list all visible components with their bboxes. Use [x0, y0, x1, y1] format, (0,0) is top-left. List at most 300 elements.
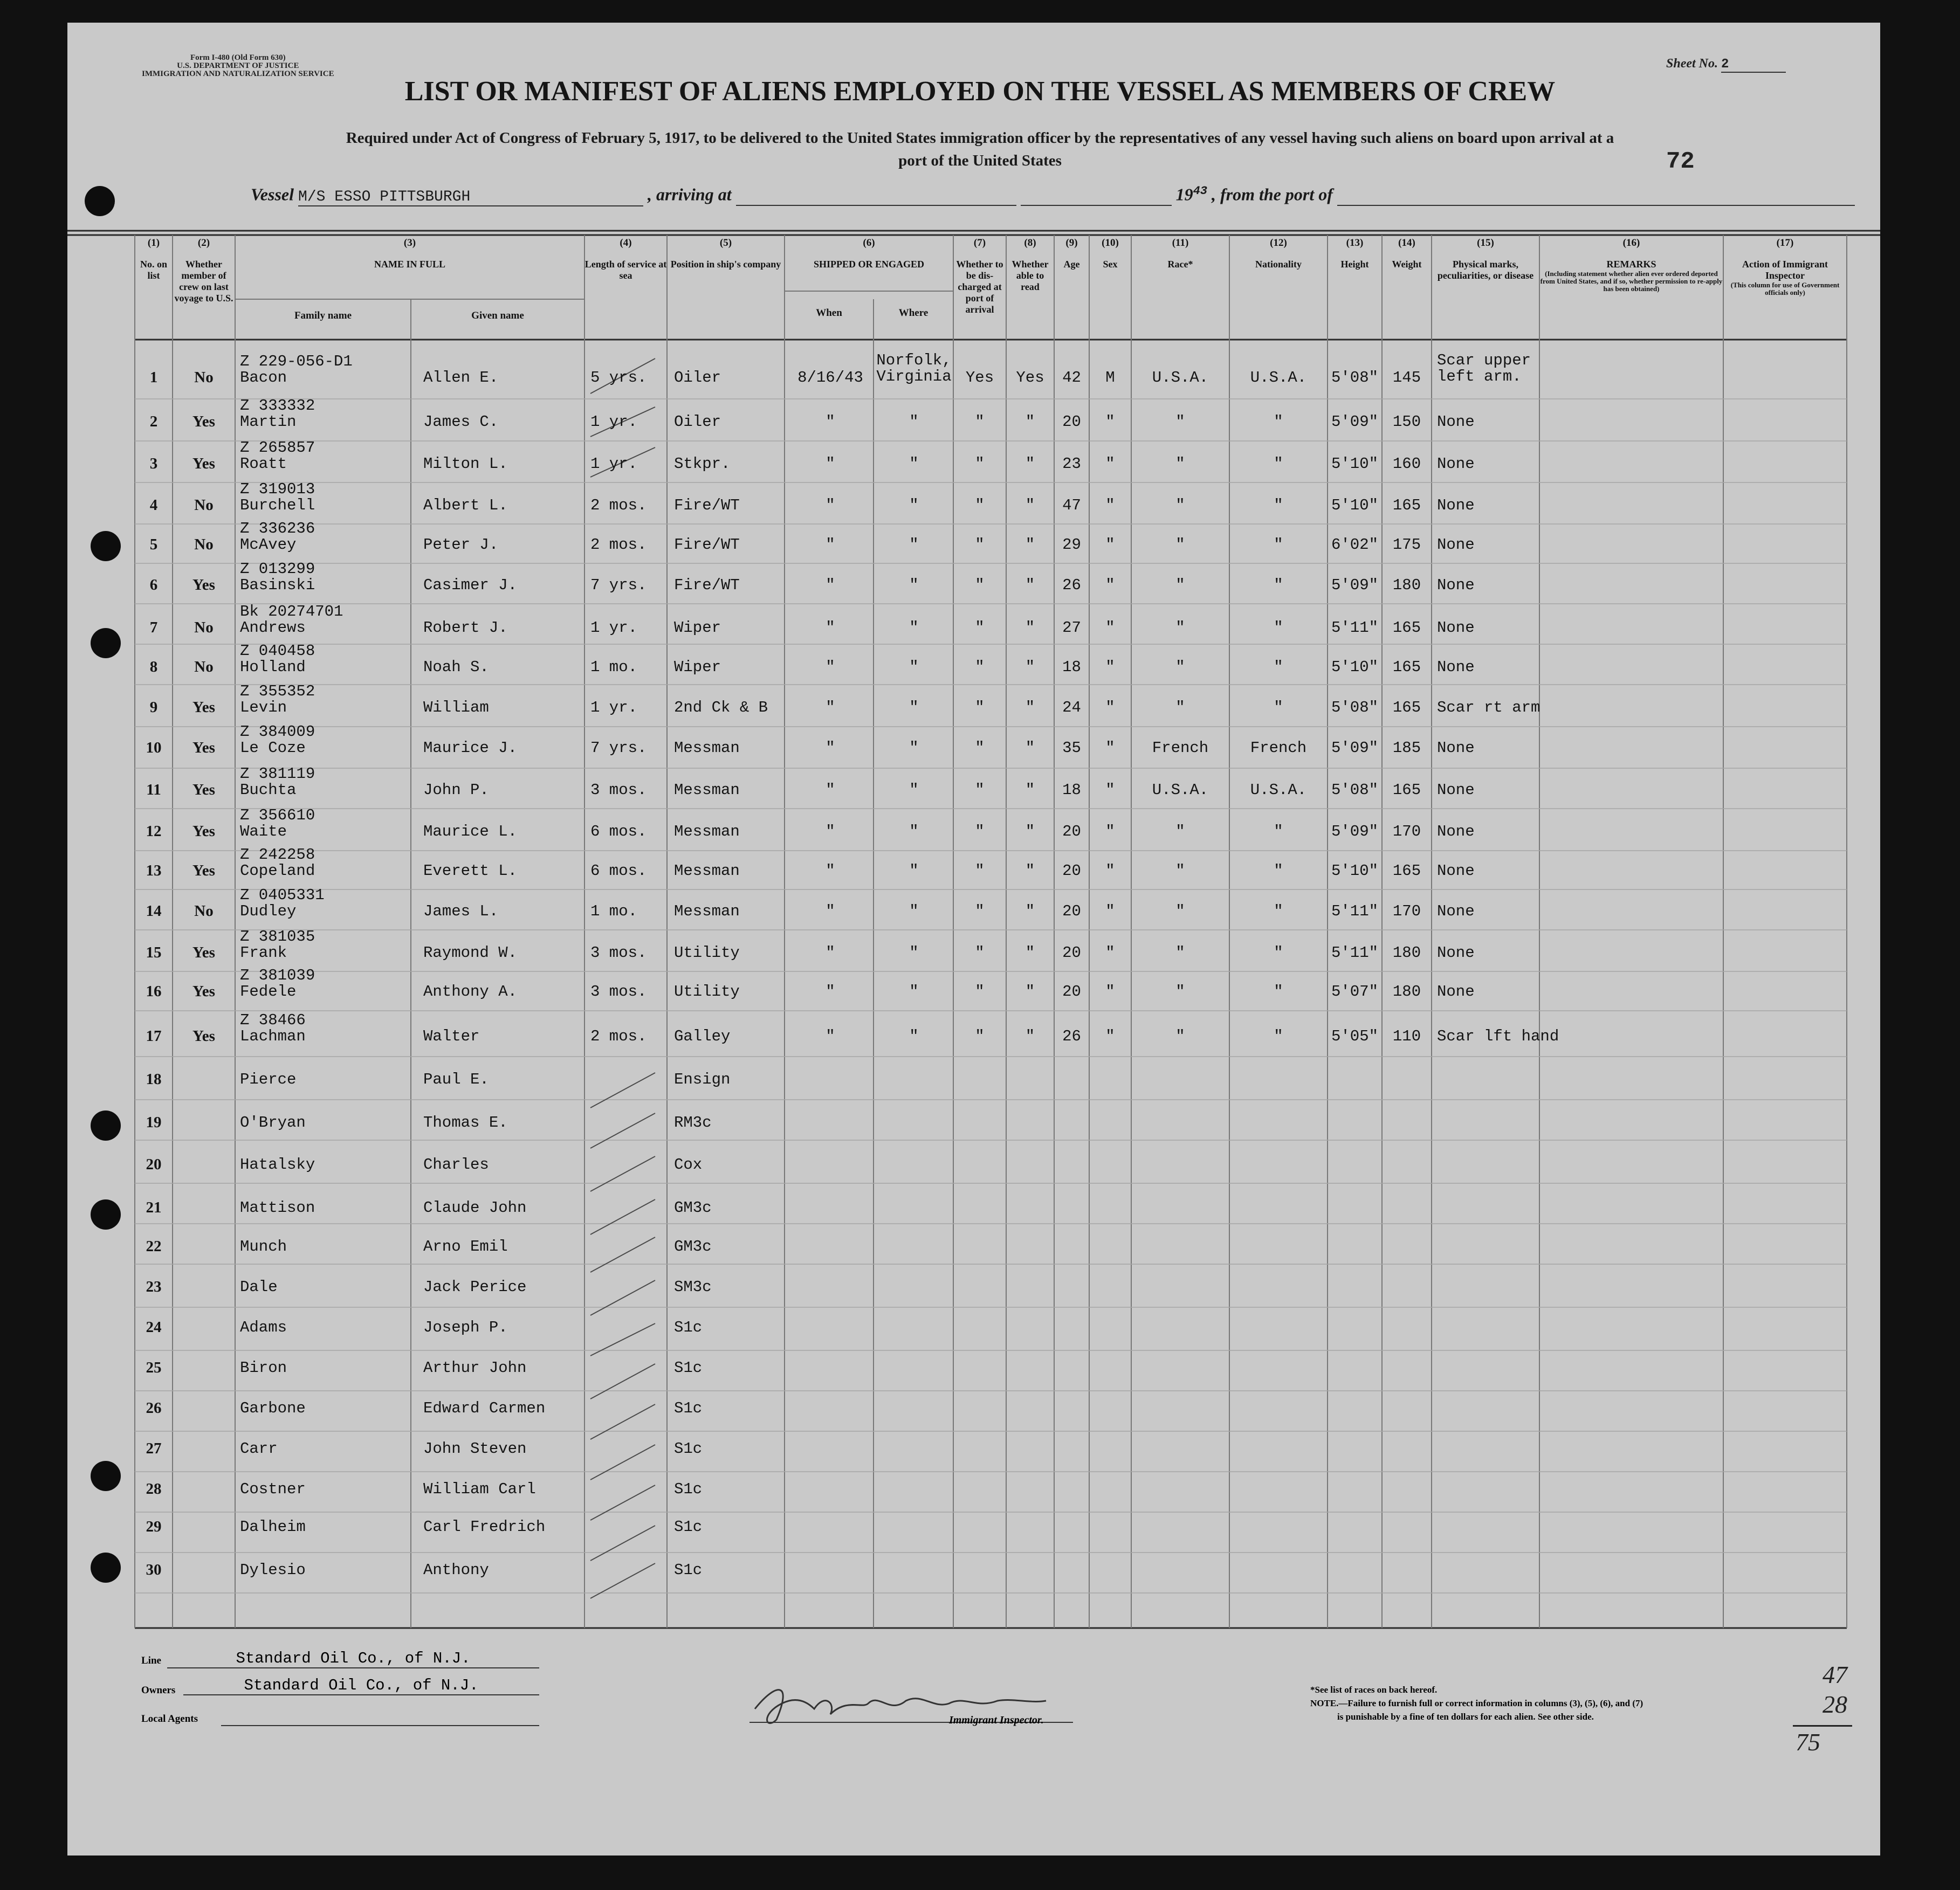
cell-when: "	[826, 983, 835, 1001]
cell-family: Martin	[240, 413, 297, 431]
cell-family: Waite	[240, 823, 287, 840]
cell-where: Norfolk, Virginia	[876, 351, 952, 385]
cell-marks: None	[1437, 619, 1475, 637]
cell-position: Stkpr.	[674, 455, 731, 473]
cell-given: Walter	[423, 1027, 480, 1045]
cell-weight: 110	[1392, 1027, 1421, 1045]
cell-position: GM3c	[674, 1199, 712, 1217]
cell-service: 6 mos.	[590, 862, 647, 880]
cell-given: James L.	[423, 902, 499, 920]
col-header-position: (5) Position in ship's company	[670, 237, 781, 270]
cell-race: "	[1175, 536, 1185, 554]
cell-last: Yes	[192, 455, 215, 472]
cell-age: 29	[1062, 536, 1081, 554]
cell-age: 26	[1062, 576, 1081, 594]
cell-family: Garbone	[240, 1399, 306, 1417]
cell-position: Fire/WT	[674, 536, 740, 554]
cell-when: "	[826, 862, 835, 880]
cell-weight: 165	[1392, 619, 1421, 637]
col-header-shipped: (6) SHIPPED OR ENGAGED	[813, 237, 925, 270]
cell-where: "	[909, 983, 919, 1001]
cell-given: Thomas E.	[423, 1114, 508, 1132]
cell-no: 15	[146, 944, 162, 961]
cell-position: Wiper	[674, 619, 721, 637]
cell-nationality: "	[1274, 576, 1283, 594]
cell-height: 5'07"	[1331, 983, 1378, 1001]
cell-height: 5'08"	[1331, 369, 1378, 387]
cell-nationality: U.S.A.	[1250, 781, 1307, 799]
vessel-name: M/S ESSO PITTSBURGH	[298, 189, 643, 206]
cell-age: 20	[1062, 944, 1081, 962]
cell-sex: "	[1105, 536, 1115, 554]
cell-sex: "	[1105, 944, 1115, 962]
cell-no: 2	[149, 413, 158, 430]
col-subheader-when: When	[816, 307, 842, 319]
cell-where: "	[909, 862, 919, 880]
cell-family: Roatt	[240, 455, 287, 473]
cell-discharged: "	[975, 1027, 985, 1045]
service-name: IMMIGRATION AND NATURALIZATION SERVICE	[142, 70, 334, 78]
cell-where: "	[909, 781, 919, 799]
cell-discharged: "	[975, 823, 985, 840]
cell-marks: Scar upper left arm.	[1437, 351, 1531, 385]
cell-height: 5'11"	[1331, 619, 1378, 637]
cell-position: Wiper	[674, 658, 721, 676]
cell-height: 5'09"	[1331, 413, 1378, 431]
cell-family: Burchell	[240, 496, 315, 514]
cell-position: Utility	[674, 983, 740, 1001]
cell-service: 2 mos.	[590, 496, 647, 514]
cell-height: 5'05"	[1331, 1027, 1378, 1045]
penalty-note-2: is punishable by a fine of ten dollars for each alien. See other side.	[1337, 1712, 1594, 1722]
cell-position: S1c	[674, 1440, 703, 1458]
cell-last: Yes	[192, 944, 215, 961]
cell-id: Z 38466	[240, 1011, 306, 1029]
cell-when: "	[826, 496, 835, 514]
col-header-nationality: (12) Nationality	[1255, 237, 1302, 270]
cell-family: Pierce	[240, 1071, 297, 1088]
agents-label: Local Agents	[141, 1713, 198, 1725]
cell-position: S1c	[674, 1399, 703, 1417]
cell-read: "	[1025, 455, 1035, 473]
cell-when: "	[826, 658, 835, 676]
cell-position: Fire/WT	[674, 496, 740, 514]
cell-position: Oiler	[674, 369, 721, 387]
cell-when: "	[826, 781, 835, 799]
col-header-service: (4) Length of service at sea	[584, 237, 667, 281]
cell-read: "	[1025, 781, 1035, 799]
cell-read: "	[1025, 496, 1035, 514]
cell-sex: "	[1105, 619, 1115, 637]
cell-given: Joseph P.	[423, 1319, 508, 1336]
cell-given: Allen E.	[423, 369, 499, 387]
cell-given: Edward Carmen	[423, 1399, 546, 1417]
cell-height: 5'08"	[1331, 781, 1378, 799]
cell-race: "	[1175, 902, 1185, 920]
cell-position: S1c	[674, 1561, 703, 1579]
cell-marks: None	[1437, 983, 1475, 1001]
cell-family: Buchta	[240, 781, 297, 799]
cell-family: Carr	[240, 1440, 278, 1458]
cell-sex: "	[1105, 983, 1115, 1001]
cell-last: Yes	[192, 862, 215, 879]
cell-discharged: "	[975, 983, 985, 1001]
cell-family: Frank	[240, 944, 287, 962]
cell-position: Messman	[674, 781, 740, 799]
cell-nationality: French	[1250, 739, 1307, 757]
cell-weight: 145	[1392, 369, 1421, 387]
cell-age: 20	[1062, 413, 1081, 431]
cell-age: 20	[1062, 983, 1081, 1001]
cell-no: 5	[149, 536, 158, 553]
cell-nationality: "	[1274, 699, 1283, 716]
cell-when: "	[826, 619, 835, 637]
cell-id: Z 265857	[240, 439, 315, 457]
cell-family: Dylesio	[240, 1561, 306, 1579]
cell-race: U.S.A.	[1152, 781, 1209, 799]
cell-discharged: "	[975, 739, 985, 757]
cell-where: "	[909, 902, 919, 920]
cell-no: 29	[146, 1518, 162, 1535]
cell-age: 24	[1062, 699, 1081, 716]
cell-position: Messman	[674, 823, 740, 840]
cell-given: Maurice J.	[423, 739, 518, 757]
cell-height: 5'10"	[1331, 496, 1378, 514]
cell-marks: None	[1437, 781, 1475, 799]
cell-last: Yes	[192, 699, 215, 716]
col-header-age: (9) Age	[1063, 237, 1080, 270]
cell-where: "	[909, 823, 919, 840]
cell-no: 3	[149, 455, 158, 472]
cell-age: 23	[1062, 455, 1081, 473]
col-header-name: (3) NAME IN FULL	[374, 237, 445, 270]
cell-family: Mattison	[240, 1199, 315, 1217]
cell-age: 18	[1062, 658, 1081, 676]
cell-age: 26	[1062, 1027, 1081, 1045]
cell-where: "	[909, 413, 919, 431]
cell-family: McAvey	[240, 536, 297, 554]
cell-race: "	[1175, 1027, 1185, 1045]
cell-marks: Scar rt arm	[1437, 699, 1541, 716]
cell-position: Messman	[674, 902, 740, 920]
cell-given: Paul E.	[423, 1071, 489, 1088]
cell-id: Z 013299	[240, 560, 315, 578]
col-header-remarks: (16) REMARKS (Including statement whether alien ever ordered deported from United States, and if so, whether permission to re-apply has been obtained)	[1540, 237, 1723, 293]
cell-no: 30	[146, 1561, 162, 1578]
cell-weight: 170	[1392, 902, 1421, 920]
cell-no: 20	[146, 1156, 162, 1173]
cell-where: "	[909, 455, 919, 473]
cell-nationality: "	[1274, 983, 1283, 1001]
cell-given: William	[423, 699, 489, 716]
cell-discharged: "	[975, 413, 985, 431]
cell-marks: None	[1437, 413, 1475, 431]
cell-discharged: "	[975, 496, 985, 514]
cell-read: "	[1025, 823, 1035, 840]
subtitle-line-2: port of the United States	[898, 152, 1062, 169]
cell-nationality: "	[1274, 536, 1283, 554]
year-prefix: 19	[1175, 184, 1193, 204]
cell-service: 3 mos.	[590, 944, 647, 962]
cell-when: 8/16/43	[797, 369, 863, 387]
cell-read: "	[1025, 902, 1035, 920]
cell-race: U.S.A.	[1152, 369, 1209, 387]
col-header-last-voyage: (2) Whether member of crew on last voyage to U.S.	[174, 237, 233, 303]
agents-line	[221, 1725, 539, 1726]
col-subheader-given: Given name	[471, 310, 524, 321]
cell-id: Z 333332	[240, 397, 315, 415]
cell-family: Lachman	[240, 1027, 306, 1045]
cell-sex: M	[1105, 369, 1115, 387]
cell-position: Fire/WT	[674, 576, 740, 594]
cell-when: "	[826, 1027, 835, 1045]
cell-age: 20	[1062, 823, 1081, 840]
cell-race: "	[1175, 576, 1185, 594]
owners-label: Owners	[141, 1685, 176, 1696]
cell-read: "	[1025, 658, 1035, 676]
line-value: Standard Oil Co., of N.J.	[167, 1650, 539, 1668]
cell-given: Milton L.	[423, 455, 508, 473]
cell-age: 20	[1062, 902, 1081, 920]
cell-race: "	[1175, 413, 1185, 431]
cell-position: S1c	[674, 1359, 703, 1377]
cell-discharged: Yes	[965, 369, 994, 387]
cell-weight: 165	[1392, 496, 1421, 514]
cell-where: "	[909, 944, 919, 962]
cell-nationality: "	[1274, 902, 1283, 920]
cell-last: Yes	[192, 576, 215, 594]
cell-id: Z 381119	[240, 765, 315, 783]
cell-weight: 180	[1392, 576, 1421, 594]
cell-service: 1 yr.	[590, 455, 638, 473]
cell-weight: 165	[1392, 699, 1421, 716]
cell-sex: "	[1105, 1027, 1115, 1045]
cell-service: 3 mos.	[590, 983, 647, 1001]
cell-height: 5'08"	[1331, 699, 1378, 716]
from-port-label: , from the port of	[1211, 184, 1333, 204]
page-number: 72	[1666, 148, 1695, 175]
cell-sex: "	[1105, 576, 1115, 594]
cell-discharged: "	[975, 862, 985, 880]
cell-last: No	[194, 902, 214, 920]
cell-discharged: "	[975, 781, 985, 799]
department: U.S. DEPARTMENT OF JUSTICE	[177, 61, 299, 70]
col-header-read: (8) Whether able to read	[1012, 237, 1049, 292]
cell-height: 5'09"	[1331, 576, 1378, 594]
cell-last: No	[194, 619, 214, 636]
cell-service: 1 yr.	[590, 699, 638, 716]
cell-marks: None	[1437, 496, 1475, 514]
col-subheader-family: Family name	[294, 310, 352, 321]
cell-when: "	[826, 455, 835, 473]
cell-service: 7 yrs.	[590, 576, 647, 594]
cell-given: Jack Perice	[423, 1278, 527, 1296]
cell-no: 13	[146, 862, 162, 879]
cell-read: "	[1025, 619, 1035, 637]
cell-where: "	[909, 1027, 919, 1045]
cell-service: 5 yrs.	[590, 369, 647, 387]
cell-given: John P.	[423, 781, 489, 799]
cell-family: Fedele	[240, 983, 297, 1001]
cell-given: Claude John	[423, 1199, 527, 1217]
cell-position: Cox	[674, 1156, 703, 1174]
cell-weight: 185	[1392, 739, 1421, 757]
cell-no: 19	[146, 1114, 162, 1131]
cell-height: 6'02"	[1331, 536, 1378, 554]
cell-no: 16	[146, 983, 162, 1000]
cell-service: 7 yrs.	[590, 739, 647, 757]
cell-height: 5'10"	[1331, 455, 1378, 473]
cell-family: Biron	[240, 1359, 287, 1377]
cell-id: Bk 20274701	[240, 603, 343, 620]
cell-family: Basinski	[240, 576, 315, 594]
cell-sex: "	[1105, 413, 1115, 431]
cell-given: Albert L.	[423, 496, 508, 514]
cell-where: "	[909, 739, 919, 757]
cell-given: Arthur John	[423, 1359, 527, 1377]
cell-where: "	[909, 658, 919, 676]
cell-given: Carl Fredrich	[423, 1518, 546, 1536]
cell-race: "	[1175, 658, 1185, 676]
cell-no: 27	[146, 1440, 162, 1457]
cell-last: No	[194, 658, 214, 675]
cell-family: Bacon	[240, 369, 287, 387]
cell-nationality: "	[1274, 619, 1283, 637]
col-header-sex: (10) Sex	[1102, 237, 1119, 270]
cell-family: Andrews	[240, 619, 306, 637]
cell-discharged: "	[975, 699, 985, 716]
col-header-action: (17) Action of Immigrant Inspector (This column for use of Government officials only)	[1730, 237, 1840, 296]
tally-rule	[1793, 1725, 1852, 1727]
cell-position: Oiler	[674, 413, 721, 431]
cell-discharged: "	[975, 455, 985, 473]
owners-value: Standard Oil Co., of N.J.	[183, 1677, 539, 1695]
cell-when: "	[826, 823, 835, 840]
cell-marks: None	[1437, 823, 1475, 840]
arriving-label: , arriving at	[648, 184, 732, 204]
inspector-label: Immigrant Inspector.	[949, 1714, 1044, 1726]
cell-no: 18	[146, 1071, 162, 1088]
cell-family: Costner	[240, 1480, 306, 1498]
cell-age: 27	[1062, 619, 1081, 637]
year-suffix: 43	[1193, 184, 1207, 198]
cell-marks: None	[1437, 739, 1475, 757]
cell-id: Z 384009	[240, 723, 315, 741]
sheet-label: Sheet No.	[1666, 57, 1718, 71]
tally-1: 47	[1823, 1661, 1847, 1688]
cell-read: "	[1025, 862, 1035, 880]
cell-read: "	[1025, 576, 1035, 594]
cell-read: "	[1025, 413, 1035, 431]
cell-last: Yes	[192, 1027, 215, 1045]
col-header-weight: (14) Weight	[1392, 237, 1422, 270]
cell-service: 1 yr.	[590, 413, 638, 431]
cell-given: Noah S.	[423, 658, 489, 676]
cell-family: Dudley	[240, 902, 297, 920]
cell-no: 25	[146, 1359, 162, 1376]
cell-given: Anthony	[423, 1561, 489, 1579]
cell-age: 35	[1062, 739, 1081, 757]
cell-position: Messman	[674, 862, 740, 880]
cell-position: GM3c	[674, 1238, 712, 1256]
tally-3: 75	[1796, 1728, 1820, 1756]
tally-2: 28	[1823, 1691, 1847, 1718]
cell-family: Levin	[240, 699, 287, 716]
sheet-number: 2	[1721, 57, 1786, 73]
cell-position: S1c	[674, 1518, 703, 1536]
cell-marks: None	[1437, 944, 1475, 962]
cell-race: "	[1175, 823, 1185, 840]
cell-race: "	[1175, 496, 1185, 514]
cell-no: 4	[149, 496, 158, 514]
cell-id: Z 319013	[240, 480, 315, 498]
cell-nationality: "	[1274, 496, 1283, 514]
cell-marks: None	[1437, 902, 1475, 920]
vessel-label: Vessel	[251, 184, 294, 204]
cell-weight: 165	[1392, 658, 1421, 676]
cell-when: "	[826, 902, 835, 920]
cell-service: 1 yr.	[590, 619, 638, 637]
cell-marks: Scar lft hand	[1437, 1027, 1559, 1045]
cell-id: Z 381035	[240, 928, 315, 946]
cell-race: "	[1175, 862, 1185, 880]
cell-weight: 175	[1392, 536, 1421, 554]
cell-sex: "	[1105, 699, 1115, 716]
cell-last: Yes	[192, 983, 215, 1000]
cell-family: Copeland	[240, 862, 315, 880]
cell-service: 3 mos.	[590, 781, 647, 799]
cell-no: 14	[146, 902, 162, 920]
cell-weight: 165	[1392, 862, 1421, 880]
cell-weight: 160	[1392, 455, 1421, 473]
cell-race: "	[1175, 944, 1185, 962]
cell-id: Z 0405331	[240, 886, 325, 904]
cell-nationality: "	[1274, 862, 1283, 880]
cell-discharged: "	[975, 536, 985, 554]
col-header-discharged: (7) Whether to be dis-charged at port of arrival	[956, 237, 1003, 315]
cell-no: 28	[146, 1480, 162, 1498]
cell-read: "	[1025, 739, 1035, 757]
cell-service: 2 mos.	[590, 1027, 647, 1045]
cell-sex: "	[1105, 455, 1115, 473]
line-label: Line	[141, 1655, 161, 1666]
cell-height: 5'11"	[1331, 902, 1378, 920]
cell-no: 17	[146, 1027, 162, 1045]
cell-given: Charles	[423, 1156, 489, 1174]
cell-service: 2 mos.	[590, 536, 647, 554]
cell-read: "	[1025, 944, 1035, 962]
cell-marks: None	[1437, 536, 1475, 554]
cell-nationality: "	[1274, 658, 1283, 676]
cell-position: RM3c	[674, 1114, 712, 1132]
cell-weight: 180	[1392, 944, 1421, 962]
cell-nationality: "	[1274, 455, 1283, 473]
cell-marks: None	[1437, 862, 1475, 880]
cell-given: Maurice L.	[423, 823, 518, 840]
cell-position: SM3c	[674, 1278, 712, 1296]
cell-when: "	[826, 536, 835, 554]
cell-no: 21	[146, 1199, 162, 1216]
cell-read: "	[1025, 983, 1035, 1001]
cell-height: 5'11"	[1331, 944, 1378, 962]
cell-last: Yes	[192, 781, 215, 798]
cell-read: "	[1025, 1027, 1035, 1045]
col-subheader-where: Where	[898, 307, 929, 319]
cell-where: "	[909, 619, 919, 637]
cell-given: John Steven	[423, 1440, 527, 1458]
cell-age: 18	[1062, 781, 1081, 799]
cell-last: Yes	[192, 413, 215, 430]
